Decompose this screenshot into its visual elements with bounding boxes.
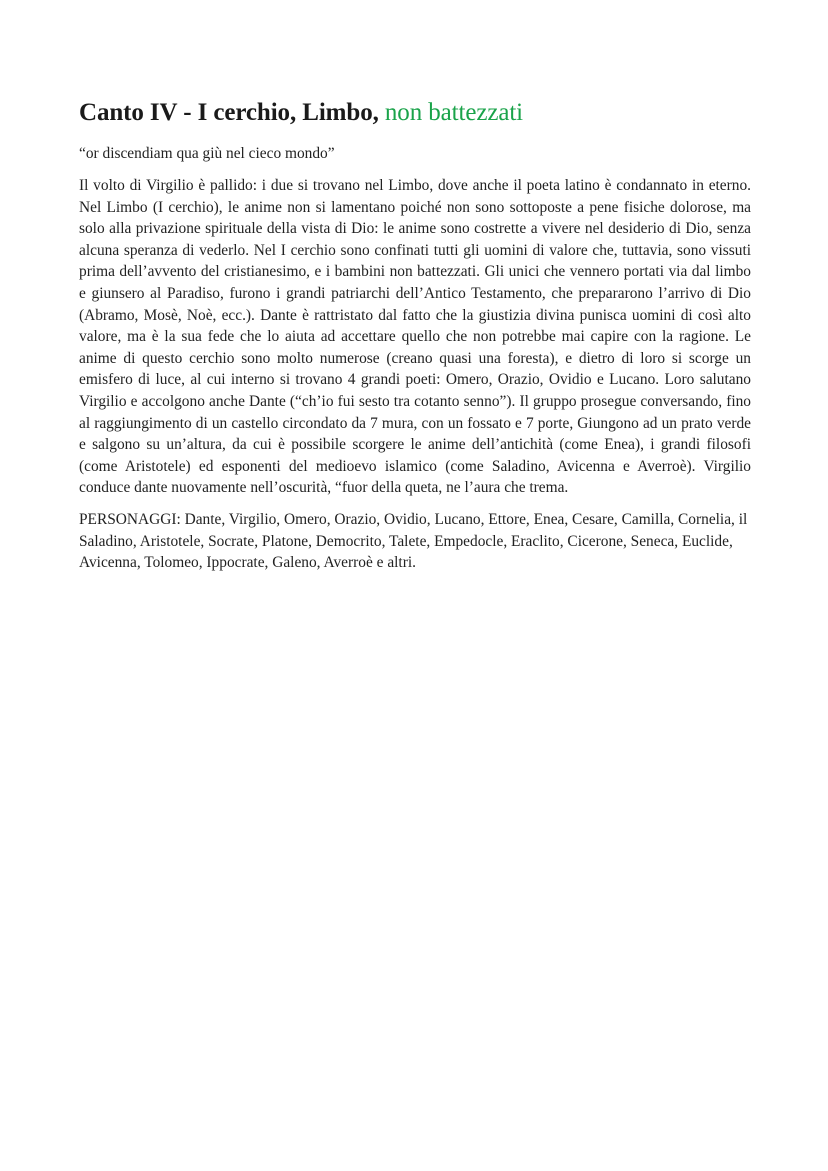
title-main: Canto IV - I cerchio, Limbo, [79,99,385,126]
opening-quote: “or discendiam qua giù nel cieco mondo” [79,145,335,162]
title-accent: non battezzati [384,99,524,126]
page-title [79,96,751,130]
characters-paragraph: PERSONAGGI: Dante, Virgilio, Omero, Orazio, Ovidio, Lucano, Ettore, Enea, Cesare, Camilla, Cornelia, il Saladino, Aristotele, Socrate, Platone, Democrito, Talete, Empedocle, Eraclito, Cicerone, Seneca, Euclide, Avicenna, Tolomeo, Ippocrate, Galeno, Averroè e altri. [79,510,748,572]
summary-paragraph: Il volto di Virgilio è pallido: i due si trovano nel Limbo, dove anche il poeta latino è condannato in eterno. Nel Limbo (I cerchio), le anime non si lamentano poiché non sono sottoposte a pene fisiche dolorose, ma solo alla privazione spirituale della vista di Dio: le anime sono costrette a vivere nel desiderio di Dio, senza alcuna speranza di vederlo. Nel I cerchio sono confinati tutti gli uomini di valore che, tuttavia, sono vissuti prima dell’avvento del cristianesimo, e i bambini non battezzati. Gli unici che vennero portati via dal limbo e giunsero al Paradiso, furono i grandi patriarchi dell’Antico Testamento, che prepararono l’arrivo di Dio (Abramo, Mosè, Noè, ecc.). Dante è rattristato dal fatto che la giustizia divina punisca uomini di così alto valore, ma è la sua fede che lo aiuta ad accettare quello che non potrebbe mai capire con la ragione. Le anime di questo cerchio sono molto numerose (creano quasi una foresta), e dietro di loro si scorge un emisfero di luce, al cui interno si trovano 4 grandi poeti: Omero, Orazio, Ovidio e Lucano. Loro salutano Virgilio e accolgono anche Dante (“ch’io fui sesto tra cotanto senno”). Il gruppo prosegue conversando, fino al raggiungimento di un castello circondato da 7 mura, con un fossato e 7 porte, Giungono ad un prato verde e salgono su un’altura, da cui è possibile scorgere le anime dell’antichità (come Enea), i grandi filosofi (come Aristotele) ed esponenti del medioevo islamico (come Saladino, Avicenna e Averroè). Virgilio conduce dante nuovamente nell’oscurità, “fuor della queta, ne l’aura che trema. [79,177,751,497]
document-page [79,96,751,574]
